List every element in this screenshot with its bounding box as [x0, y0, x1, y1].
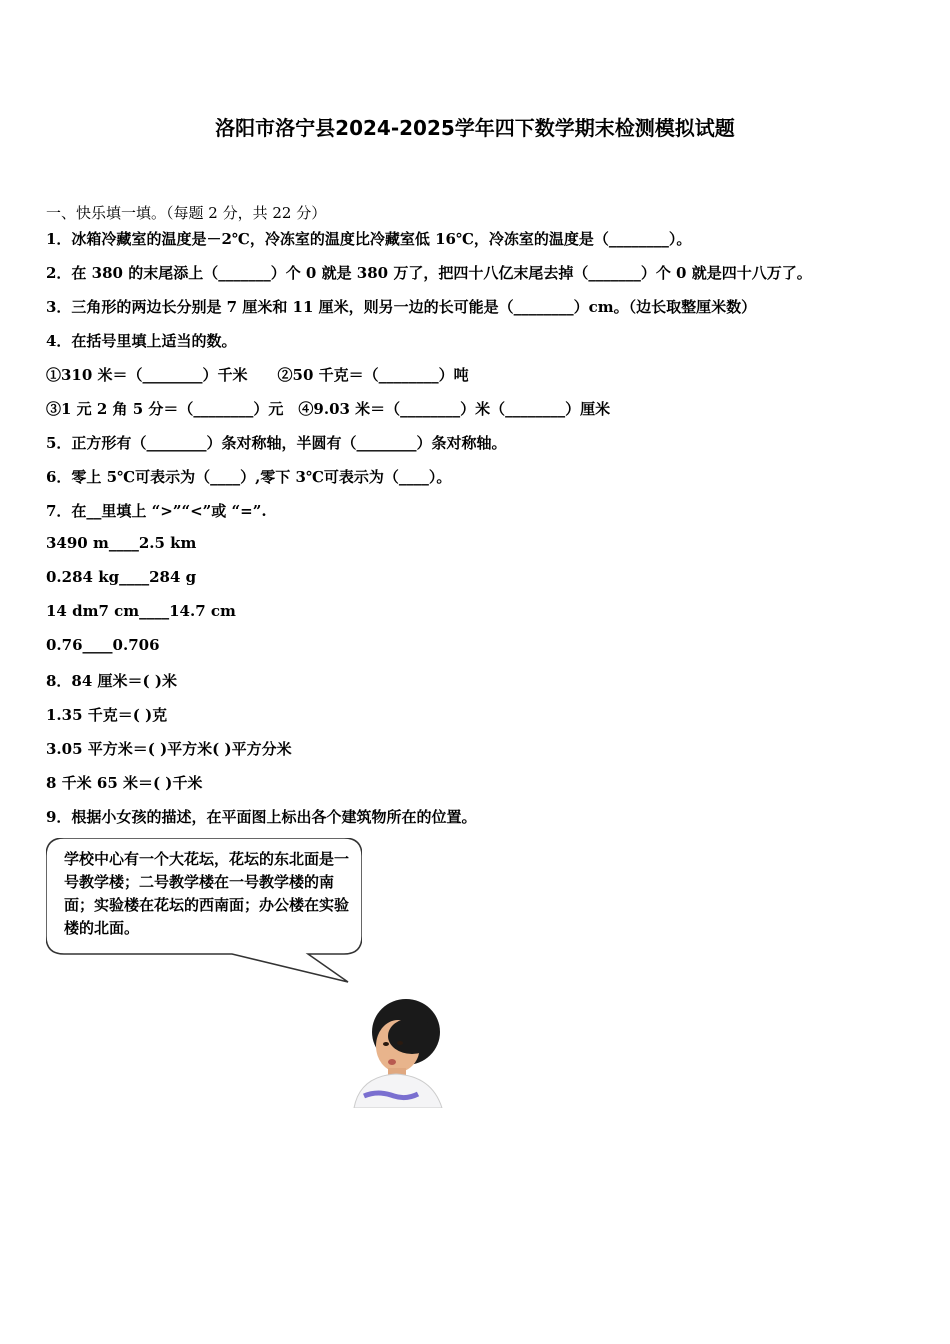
page-title: 洛阳市洛宁县2024-2025学年四下数学期末检测模拟试题: [215, 116, 735, 140]
question-7-item-3: 14 dm7 cm____14.7 cm: [46, 602, 236, 620]
question-8: 8．84 厘米＝( )米: [46, 672, 177, 690]
question-4-part-1: ①310 米＝（________）千米 ②50 千克＝（________）吨: [46, 366, 469, 384]
question-8-item-4: 8 千米 65 米＝( )千米: [46, 774, 203, 792]
question-4: 4．在括号里填上适当的数。: [46, 332, 237, 350]
question-9: 9．根据小女孩的描述，在平面图上标出各个建筑物所在的位置。: [46, 808, 477, 826]
child-illustration: [348, 996, 448, 1108]
question-7-item-2: 0.284 kg____284 g: [46, 568, 197, 586]
question-3: 3．三角形的两边长分别是 7 厘米和 11 厘米，则另一边的长可能是（________）cm。（边长取整厘米数）: [46, 298, 757, 316]
question-2: 2．在 380 的末尾添上（_______）个 0 就是 380 万了，把四十八亿末尾去掉（_______）个 0 就是四十八万了。: [46, 264, 812, 282]
speech-bubble-text: 学校中心有一个大花坛，花坛的东北面是一号教学楼；二号教学楼在一号教学楼的南面；实验楼在花坛的西南面；办公楼在实验楼的北面。: [64, 850, 350, 937]
question-7-item-1: 3490 m____2.5 km: [46, 534, 197, 552]
question-1: 1．冰箱冷藏室的温度是－2℃，冷冻室的温度比冷藏室低 16℃，冷冻室的温度是（________）。: [46, 230, 692, 248]
question-7: 7．在__里填上 “>”“<”或 “=”.: [46, 502, 267, 520]
section-heading: 一、快乐填一填。（每题 2 分，共 22 分）: [46, 204, 327, 222]
question-8-item-3: 3.05 平方米＝( )平方米( )平方分米: [46, 740, 292, 758]
question-4-part-2: ③1 元 2 角 5 分＝（________）元 ④9.03 米＝（________）米（________）厘米: [46, 400, 611, 418]
question-8-item-2: 1.35 千克＝( )克: [46, 706, 168, 724]
question-7-item-4: 0.76____0.706: [46, 636, 160, 654]
question-5: 5．正方形有（________）条对称轴，半圆有（________）条对称轴。: [46, 434, 507, 452]
question-6: 6．零上 5℃可表示为（____）,零下 3℃可表示为（____）。: [46, 468, 452, 486]
